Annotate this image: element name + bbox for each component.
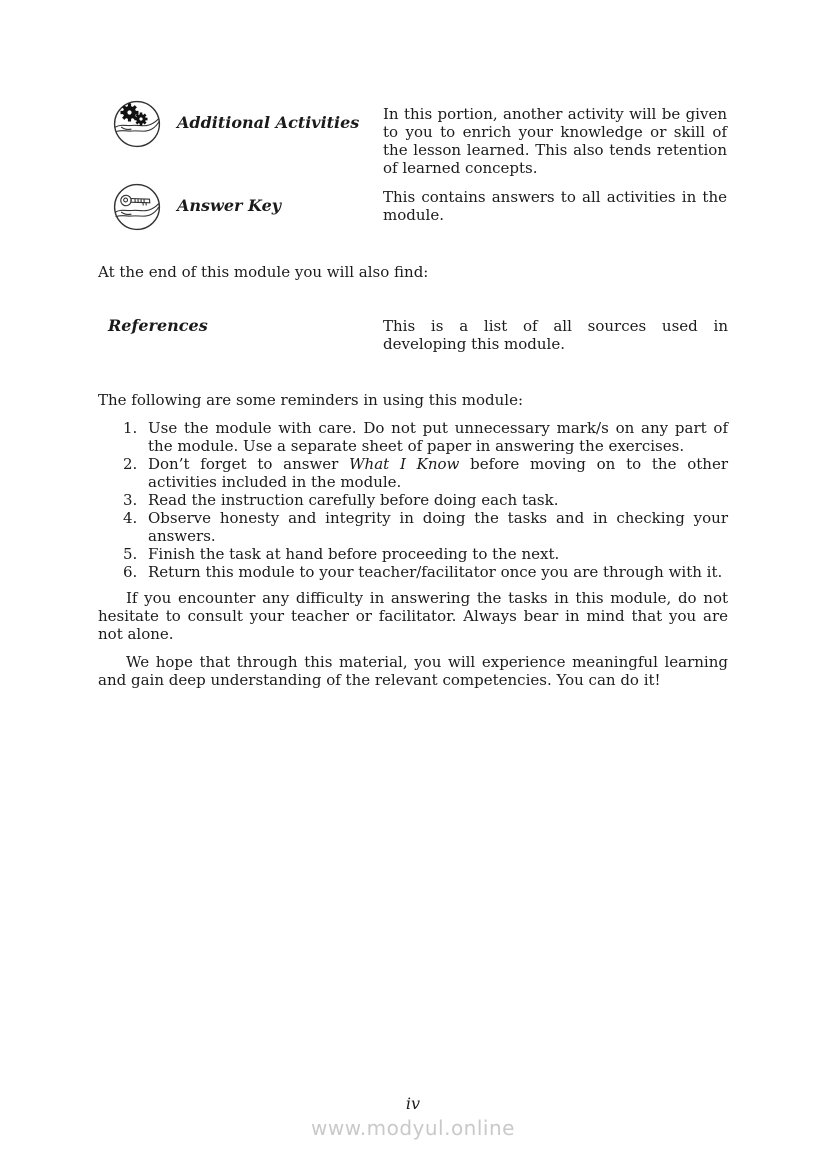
watermark-text: www.modyul.online (311, 1116, 515, 1140)
reminder-item: 2. Don’t forget to answer What I Know before moving on to the other activities included in the module. (123, 455, 729, 491)
reminder-item: 6. Return this module to your teacher/facilitator once you are through with it. (123, 563, 723, 581)
legend-row-additional-activities (113, 100, 727, 178)
also-find-text: At the end of this module you will also find: (98, 263, 429, 281)
list-number: 3. (123, 491, 138, 509)
reminder-item: 5. Finish the task at hand before proceeding to the next. (123, 545, 560, 563)
legend-description-additional-activities: In this portion, another activity will be given to you to enrich your knowledge or skill of the lesson learned. This also tends retention of learned concepts. (383, 105, 727, 177)
reminders-and-closing (98, 419, 728, 689)
reminder-item: 4. Observe honesty and integrity in doing the tasks and in checking your answers. (123, 509, 728, 545)
legend-section (113, 100, 727, 266)
list-number: 1. (123, 419, 138, 437)
key-hand-icon (113, 183, 161, 231)
legend-label-answer-key: Answer Key (177, 196, 282, 215)
references-description: This is a list of all sources used in developing this module. (383, 317, 728, 353)
reminders-list (98, 419, 728, 581)
legend-label-additional-activities: Additional Activities (177, 113, 360, 132)
legend-row-answer-key (113, 183, 727, 261)
reminder-item: 1. Use the module with care. Do not put unnecessary mark/s on any part of the module. Use a separate sheet of paper in answering the exercises. (123, 419, 728, 455)
closing-paragraph-2: We hope that through this material, you will experience meaningful learning and gain deep understanding of the relevant competencies. You can do it! (98, 653, 728, 689)
reminder-item: 3. Read the instruction carefully before doing each task. (123, 491, 559, 509)
closing-paragraph-1: If you encounter any difficulty in answering the tasks in this module, do not hesitate to consult your teacher or facilitator. Always bear in mind that you are not alone. (98, 589, 728, 643)
legend-description-answer-key: This contains answers to all activities in the module. (383, 188, 727, 224)
list-number: 2. (123, 455, 138, 473)
reminders-intro-text: The following are some reminders in using this module: (98, 391, 523, 409)
references-label: References (108, 316, 208, 335)
list-number: 6. (123, 563, 138, 581)
gears-hand-icon (113, 100, 161, 148)
page-number: iv (405, 1094, 421, 1113)
references-row (108, 317, 728, 353)
list-number: 5. (123, 545, 138, 563)
list-number: 4. (123, 509, 138, 527)
